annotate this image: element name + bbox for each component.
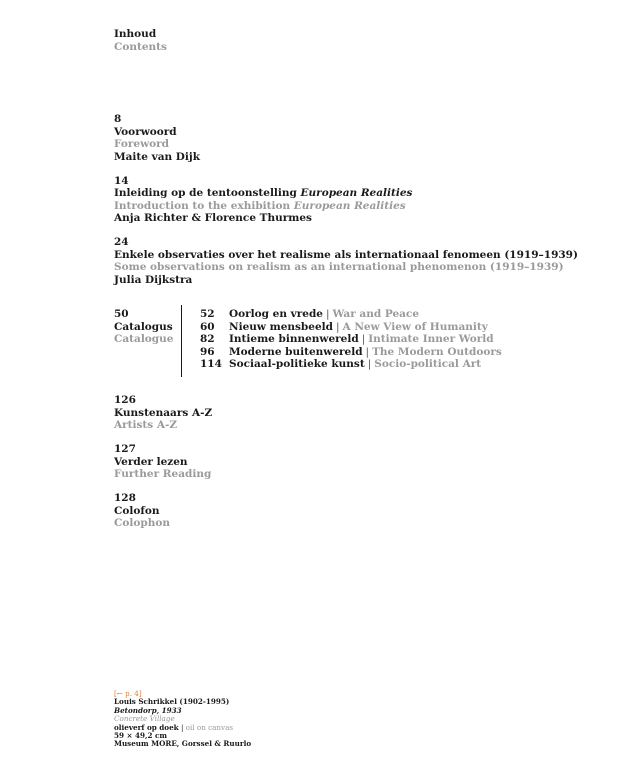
toc-entry-colophon[interactable] [114,492,212,530]
toc-title-en: Some observations on realism as an international phenomenon (1919–1939) [114,261,564,273]
section-separator: | [361,333,366,345]
catalogue-section-item[interactable] [200,333,502,346]
toc-entry-further-reading[interactable] [114,443,212,481]
toc-title-en: Artists A-Z [114,419,178,431]
catalogue-sections-list [200,308,502,371]
section-page-number: 114 [200,358,222,370]
catalogue-section-item[interactable] [200,346,502,359]
toc-entry-observations[interactable] [114,236,578,286]
toc-author: Anja Richter & Florence Thurmes [114,212,312,224]
section-separator: | [365,345,370,358]
toc-title-nl: Colofon [114,504,160,517]
toc-author: Julia Dijkstra [114,273,193,286]
section-title-nl: Oorlog en vrede [229,308,323,320]
section-page-number: 96 [200,345,215,358]
caption-artist: Louis Schrikkel (1902-1995) [114,697,230,707]
section-title-en: Socio-political Art [374,358,482,370]
toc-title-en: Foreword [114,138,170,150]
section-page-number: 82 [200,333,215,345]
toc-title-en [114,200,578,213]
section-page-number: 60 [200,320,215,333]
catalogue-section-item[interactable] [200,358,502,371]
toc-list-back-matter [114,394,212,541]
toc-title-nl: Voorwoord [114,125,177,138]
toc-title-nl-italic: European Realities [300,187,413,199]
toc-title-nl [114,187,578,200]
section-title-nl: Nieuw mensbeeld [229,320,333,333]
caption-title-en: Concrete Village [114,714,175,724]
section-separator: | [325,308,330,320]
caption-medium-en: oil on canvas [185,722,234,732]
section-title-nl: Intieme binnenwereld [229,333,359,345]
catalogue-section-item[interactable] [200,321,502,334]
toc-page-number: 14 [114,174,129,187]
section-title-nl: Moderne buitenwereld [229,345,363,358]
section-page-number: 52 [200,308,215,320]
toc-title-nl: Verder lezen [114,455,188,468]
catalogue-page-number: 50 [114,308,129,320]
toc-title-en: Further Reading [114,468,212,480]
toc-page-number: 24 [114,236,129,248]
section-title-en: The Modern Outdoors [372,345,502,358]
caption-page-reference[interactable]: [← p. 4] [114,689,142,698]
catalogue-title-nl: Catalogus [114,320,173,333]
toc-entry-artists[interactable] [114,394,212,432]
catalogue-section-item[interactable] [200,308,502,321]
toc-page-number: 8 [114,113,122,125]
section-separator: | [367,358,372,370]
section-separator: | [335,320,340,333]
catalogue-entry[interactable] [114,308,180,346]
caption-dimensions: 59 × 49,2 cm [114,731,168,741]
toc-title-nl: Kunstenaars A-Z [114,406,213,419]
catalogue-title-en: Catalogue [114,333,174,345]
section-title-nl: Sociaal-politieke kunst [229,358,365,370]
caption-separator: | [180,722,184,732]
contents-title-nl: Inhoud [114,28,157,40]
toc-entry-introduction[interactable] [114,175,578,225]
toc-title-en: Colophon [114,517,170,529]
toc-title-nl: Enkele observaties over het realisme als internationaal fenomeen (1919–1939) [114,248,578,261]
toc-page-number: 126 [114,394,136,406]
caption-collection: Museum MORE, Gorssel & Ruurlo [114,739,252,749]
toc-page-number: 127 [114,443,136,455]
section-title-en: A New View of Humanity [342,320,488,333]
contents-header [114,28,167,53]
toc-title-en-text: Introduction to the exhibition [114,199,294,212]
toc-entry-foreword[interactable] [114,113,578,163]
caption-medium-nl: olieverf op doek [114,722,179,732]
toc-list [114,113,578,298]
section-title-en: War and Peace [332,308,420,320]
toc-title-en-italic: European Realities [293,199,406,212]
section-title-en: Intimate Inner World [368,333,494,345]
toc-page-number: 128 [114,492,136,504]
contents-title-en: Contents [114,40,167,53]
toc-author: Maite van Dijk [114,150,200,163]
toc-title-nl-text: Inleiding op de tentoonstelling [114,187,301,199]
image-caption [114,690,251,749]
catalogue-divider [181,305,182,377]
caption-title-nl: Betondorp, 1933 [114,705,182,715]
